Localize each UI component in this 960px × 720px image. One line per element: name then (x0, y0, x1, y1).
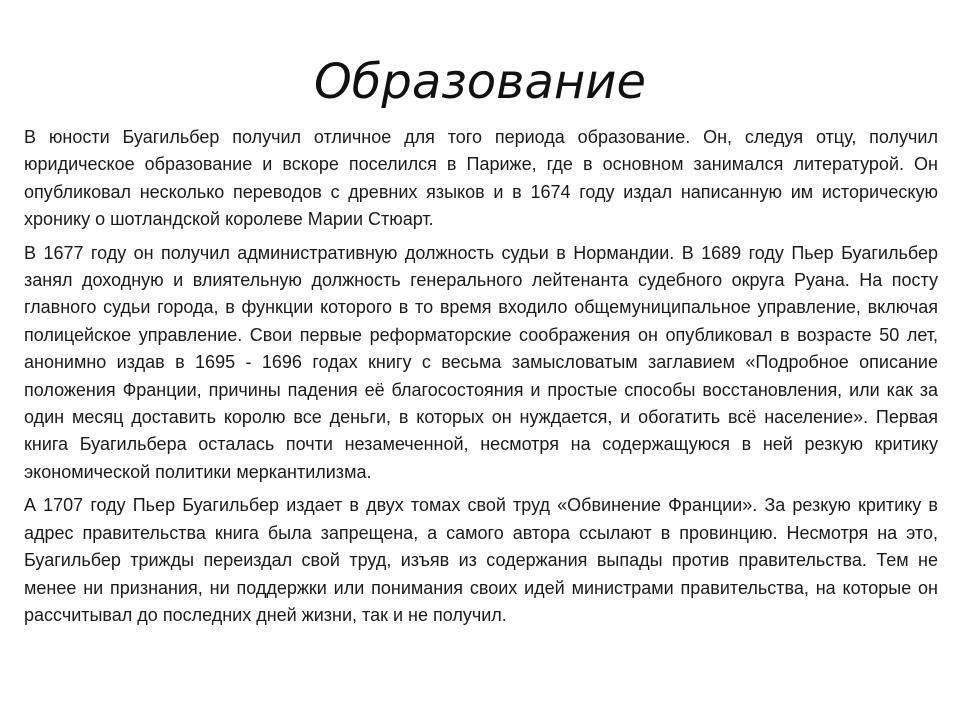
paragraph-3: А 1707 году Пьер Буагильбер издает в двух томах свой труд «Обвинение Франции». За резкую критику в адрес правительства книга была запрещена, а самого автора ссылают в провинцию. Несмотря на это, Буагильбер трижды переиздал свой труд, изъяв из содержания выпады против правительства. Тем не менее ни признания, ни поддержки или понимания своих идей министрами правительства, на которые он рассчитывал до последних дней жизни, так и не получил. (24, 495, 938, 625)
paragraph-1: В юности Буагильбер получил отличное для того периода образование. Он, следуя отцу, получил юридическое образование и вскоре поселился в Париже, где в основном занимался литературой. Он опубликовал несколько переводов с древних языков и в 1674 году издал написанную им историческую хронику о шотландской королеве Марии Стюарт. (24, 127, 938, 230)
slide-title: Образование (314, 54, 646, 110)
paragraph-2: В 1677 году он получил административную должность судьи в Нормандии. В 1689 году Пьер Буагильбер занял доходную и влиятельную должность генерального лейтенанта судебного округа Руана. На посту главного судьи города, в функции которого в то время входило общемуниципальное управление, включая полицейское управление. Свои первые реформаторские соображения он опубликовал в возрасте 50 лет, анонимно издав в 1695 - 1696 годах книгу с весьма замысловатым заглавием «Подробное описание положения Франции, причины падения её благосостояния и простые способы восстановления, или как за один месяц доставить королю все деньги, в которых он нуждается, и обогатить всё население». Первая книга Буагильбера осталась почти незамеченной, несмотря на содержащуюся в ней резкую критику экономической политики меркантилизма. (24, 242, 938, 482)
slide-body (24, 124, 938, 635)
